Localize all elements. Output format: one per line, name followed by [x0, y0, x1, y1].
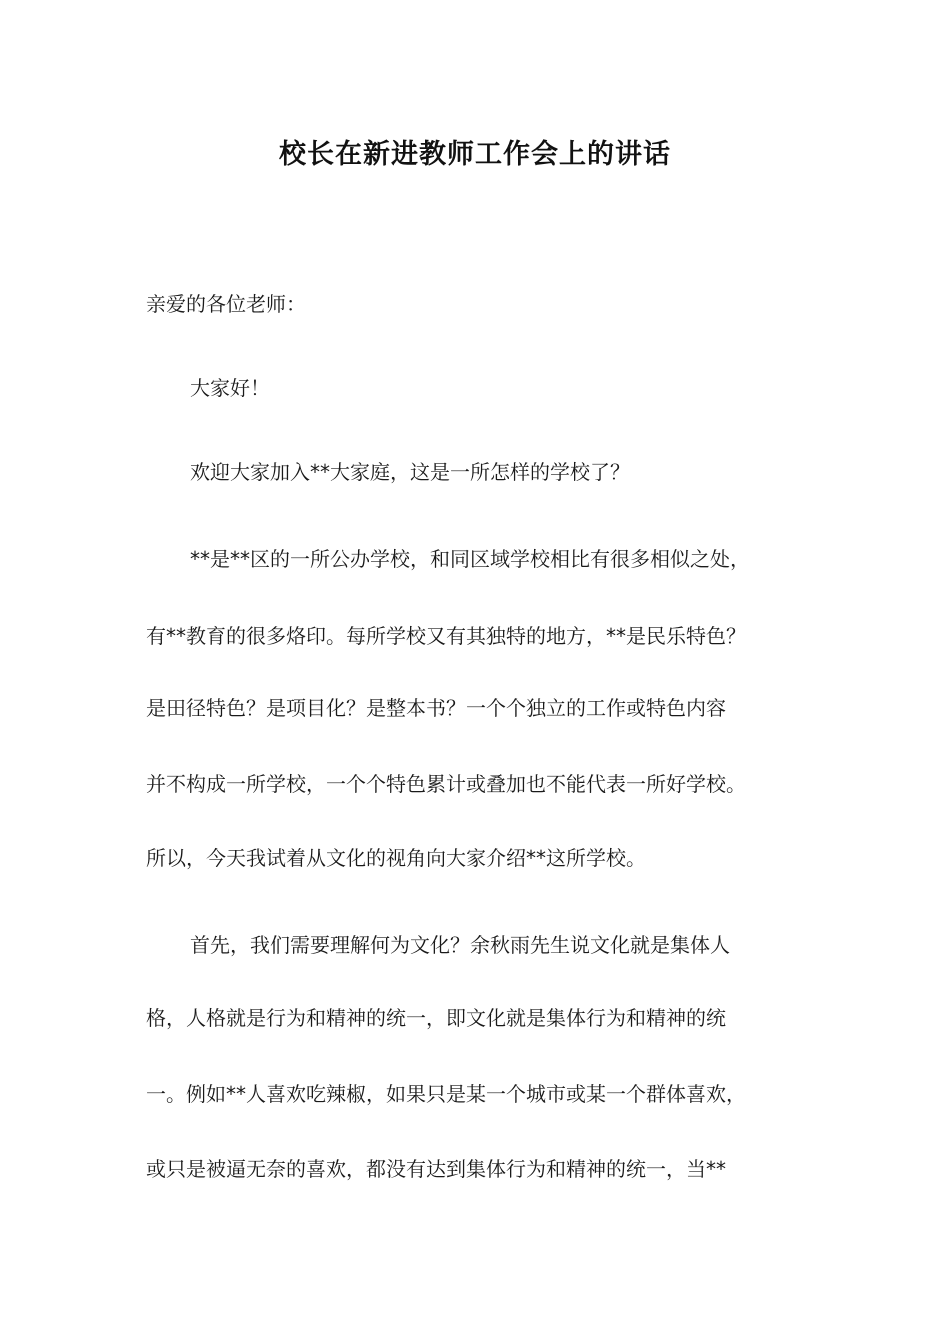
welcome-line: 欢迎大家加入**大家庭，这是一所怎样的学校了？: [190, 460, 630, 484]
paragraph-line: 是田径特色？是项目化？是整本书？一个个独立的工作或特色内容: [146, 696, 726, 720]
paragraph-line: 格，人格就是行为和精神的统一，即文化就是集体行为和精神的统: [146, 1006, 726, 1030]
paragraph-line: **是**区的一所公办学校，和同区域学校相比有很多相似之处，: [190, 547, 750, 571]
greeting-line: 大家好！: [190, 376, 270, 400]
document-title: 校长在新进教师工作会上的讲话: [279, 139, 671, 170]
salutation: 亲爱的各位老师：: [146, 292, 306, 316]
paragraph-line: 或只是被逼无奈的喜欢，都没有达到集体行为和精神的统一，当**: [146, 1157, 726, 1181]
paragraph-line: 所以，今天我试着从文化的视角向大家介绍**这所学校。: [146, 846, 646, 870]
paragraph-line: 并不构成一所学校，一个个特色累计或叠加也不能代表一所好学校。: [146, 772, 746, 796]
paragraph-line: 一。例如**人喜欢吃辣椒，如果只是某一个城市或某一个群体喜欢，: [146, 1082, 746, 1106]
paragraph-line: 有**教育的很多烙印。每所学校又有其独特的地方，**是民乐特色？: [146, 624, 746, 648]
paragraph-line: 首先，我们需要理解何为文化？余秋雨先生说文化就是集体人: [190, 933, 730, 957]
